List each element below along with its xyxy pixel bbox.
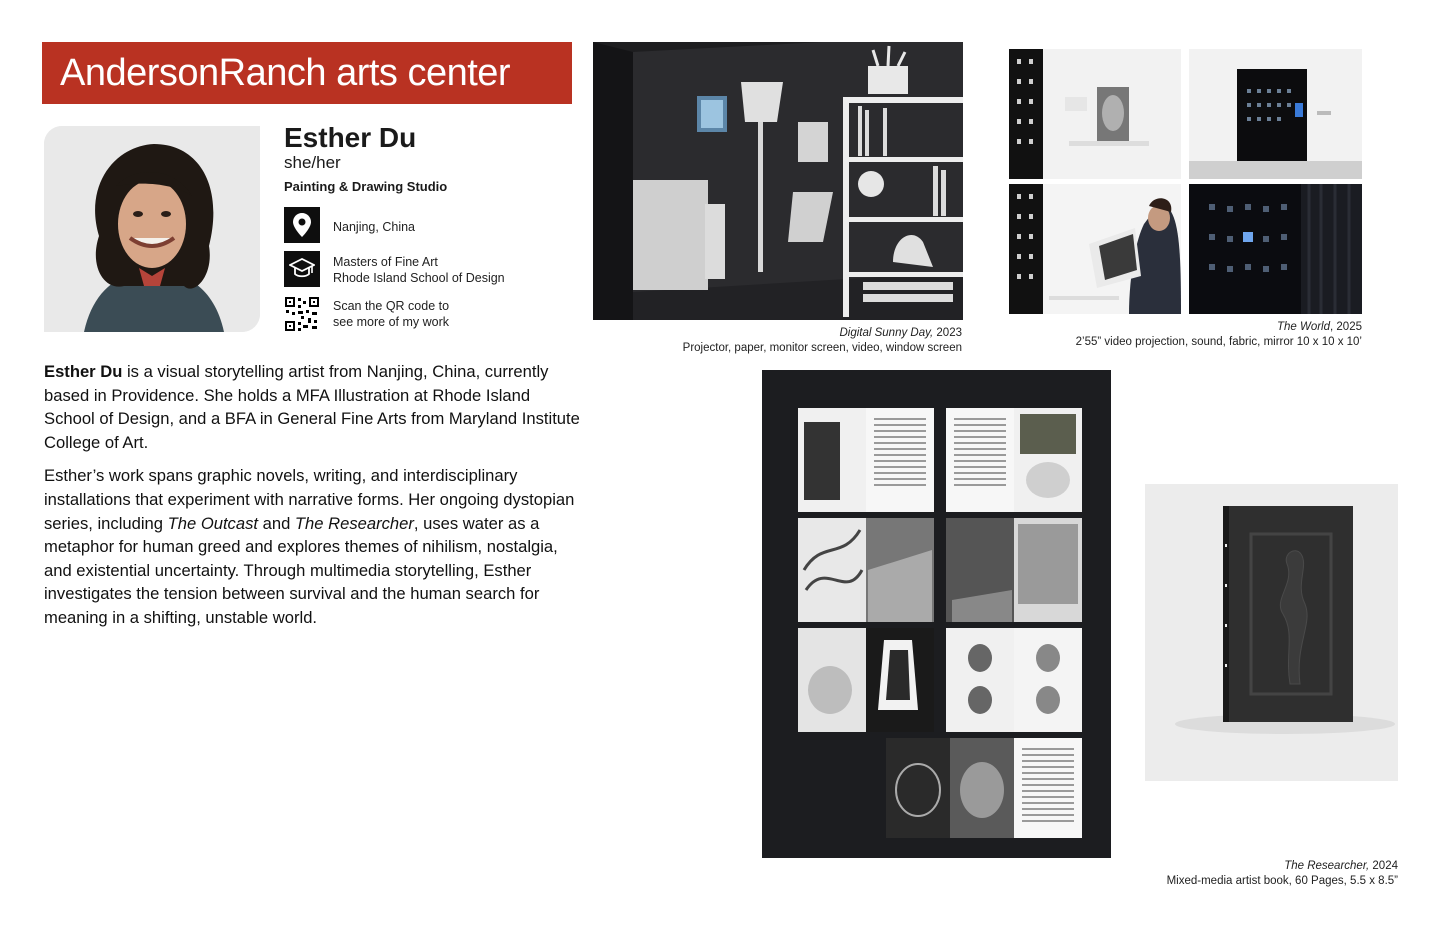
- artwork-year: 2024: [1369, 860, 1398, 872]
- graduation-cap-icon: [284, 251, 320, 287]
- artist-name: Esther Du: [284, 122, 417, 153]
- qr-code-icon[interactable]: [284, 296, 320, 332]
- location-text: Nanjing, China: [333, 220, 415, 234]
- bio-paragraph-1: Esther Du is a visual storytelling artist from Nanjing, China, currently based in Providence. She holds a MFA Illustration at Rhode Island School of Design, and a BFA in General Fine Arts from Maryland Institute College of Art.: [44, 362, 580, 452]
- artwork-title: Digital Sunny Day,: [839, 327, 934, 339]
- artist-pronouns: she/her: [284, 153, 341, 172]
- studio-label: Painting & Drawing Studio: [284, 179, 448, 194]
- artist-bio: [44, 360, 584, 640]
- caption-the-researcher: [1167, 859, 1398, 889]
- artwork-image-the-researcher-spreads: [762, 370, 1111, 858]
- artwork-details: Projector, paper, monitor screen, video, window screen: [682, 342, 962, 354]
- artwork-year: , 2025: [1330, 321, 1362, 333]
- education-text: [333, 254, 505, 286]
- degree-text: Masters of Fine Art: [333, 255, 438, 269]
- artwork-image-the-world-4: [1189, 184, 1362, 314]
- school-text: Rhode Island School of Design: [333, 271, 505, 285]
- brand-logo-text: AndersonRanch arts center: [60, 51, 511, 94]
- caption-digital-sunny-day: [683, 326, 962, 356]
- artwork-details: Mixed-media artist book, 60 Pages, 5.5 x 8.5”: [1166, 875, 1398, 887]
- caption-the-world: [1076, 320, 1362, 350]
- brand-banner: [42, 42, 572, 104]
- location-pin-icon: [284, 207, 320, 243]
- artwork-image-the-researcher-cover: [1145, 484, 1398, 781]
- artwork-year: 2023: [933, 327, 962, 339]
- qr-caption-line1: Scan the QR code to: [333, 299, 450, 313]
- artwork-image-the-world-1: [1009, 49, 1181, 179]
- qr-caption-line2: see more of my work: [333, 315, 450, 329]
- bio-paragraph-2: Esther’s work spans graphic novels, writing, and interdisciplinary installations that experiment with narrative forms. Her ongoing dystopian series, including The Outcast and The Researcher, uses water as a metaphor for human greed and explores themes of nihilism, nostalgia, and existential uncertainty. Through multimedia storytelling, Esther investigates the tension between survival and the human search for meaning in a shifting, unstable world.: [44, 466, 575, 627]
- artwork-image-the-world-2: [1189, 49, 1362, 179]
- artwork-title: The Researcher,: [1284, 860, 1370, 872]
- qr-caption: [333, 298, 449, 330]
- artist-portrait: [44, 126, 260, 332]
- artwork-image-the-world-3: [1009, 184, 1181, 314]
- artwork-title: The World: [1276, 321, 1331, 333]
- artwork-image-digital-sunny-day: [593, 42, 963, 320]
- artwork-details: 2’55” video projection, sound, fabric, mirror 10 x 10 x 10’: [1075, 336, 1362, 348]
